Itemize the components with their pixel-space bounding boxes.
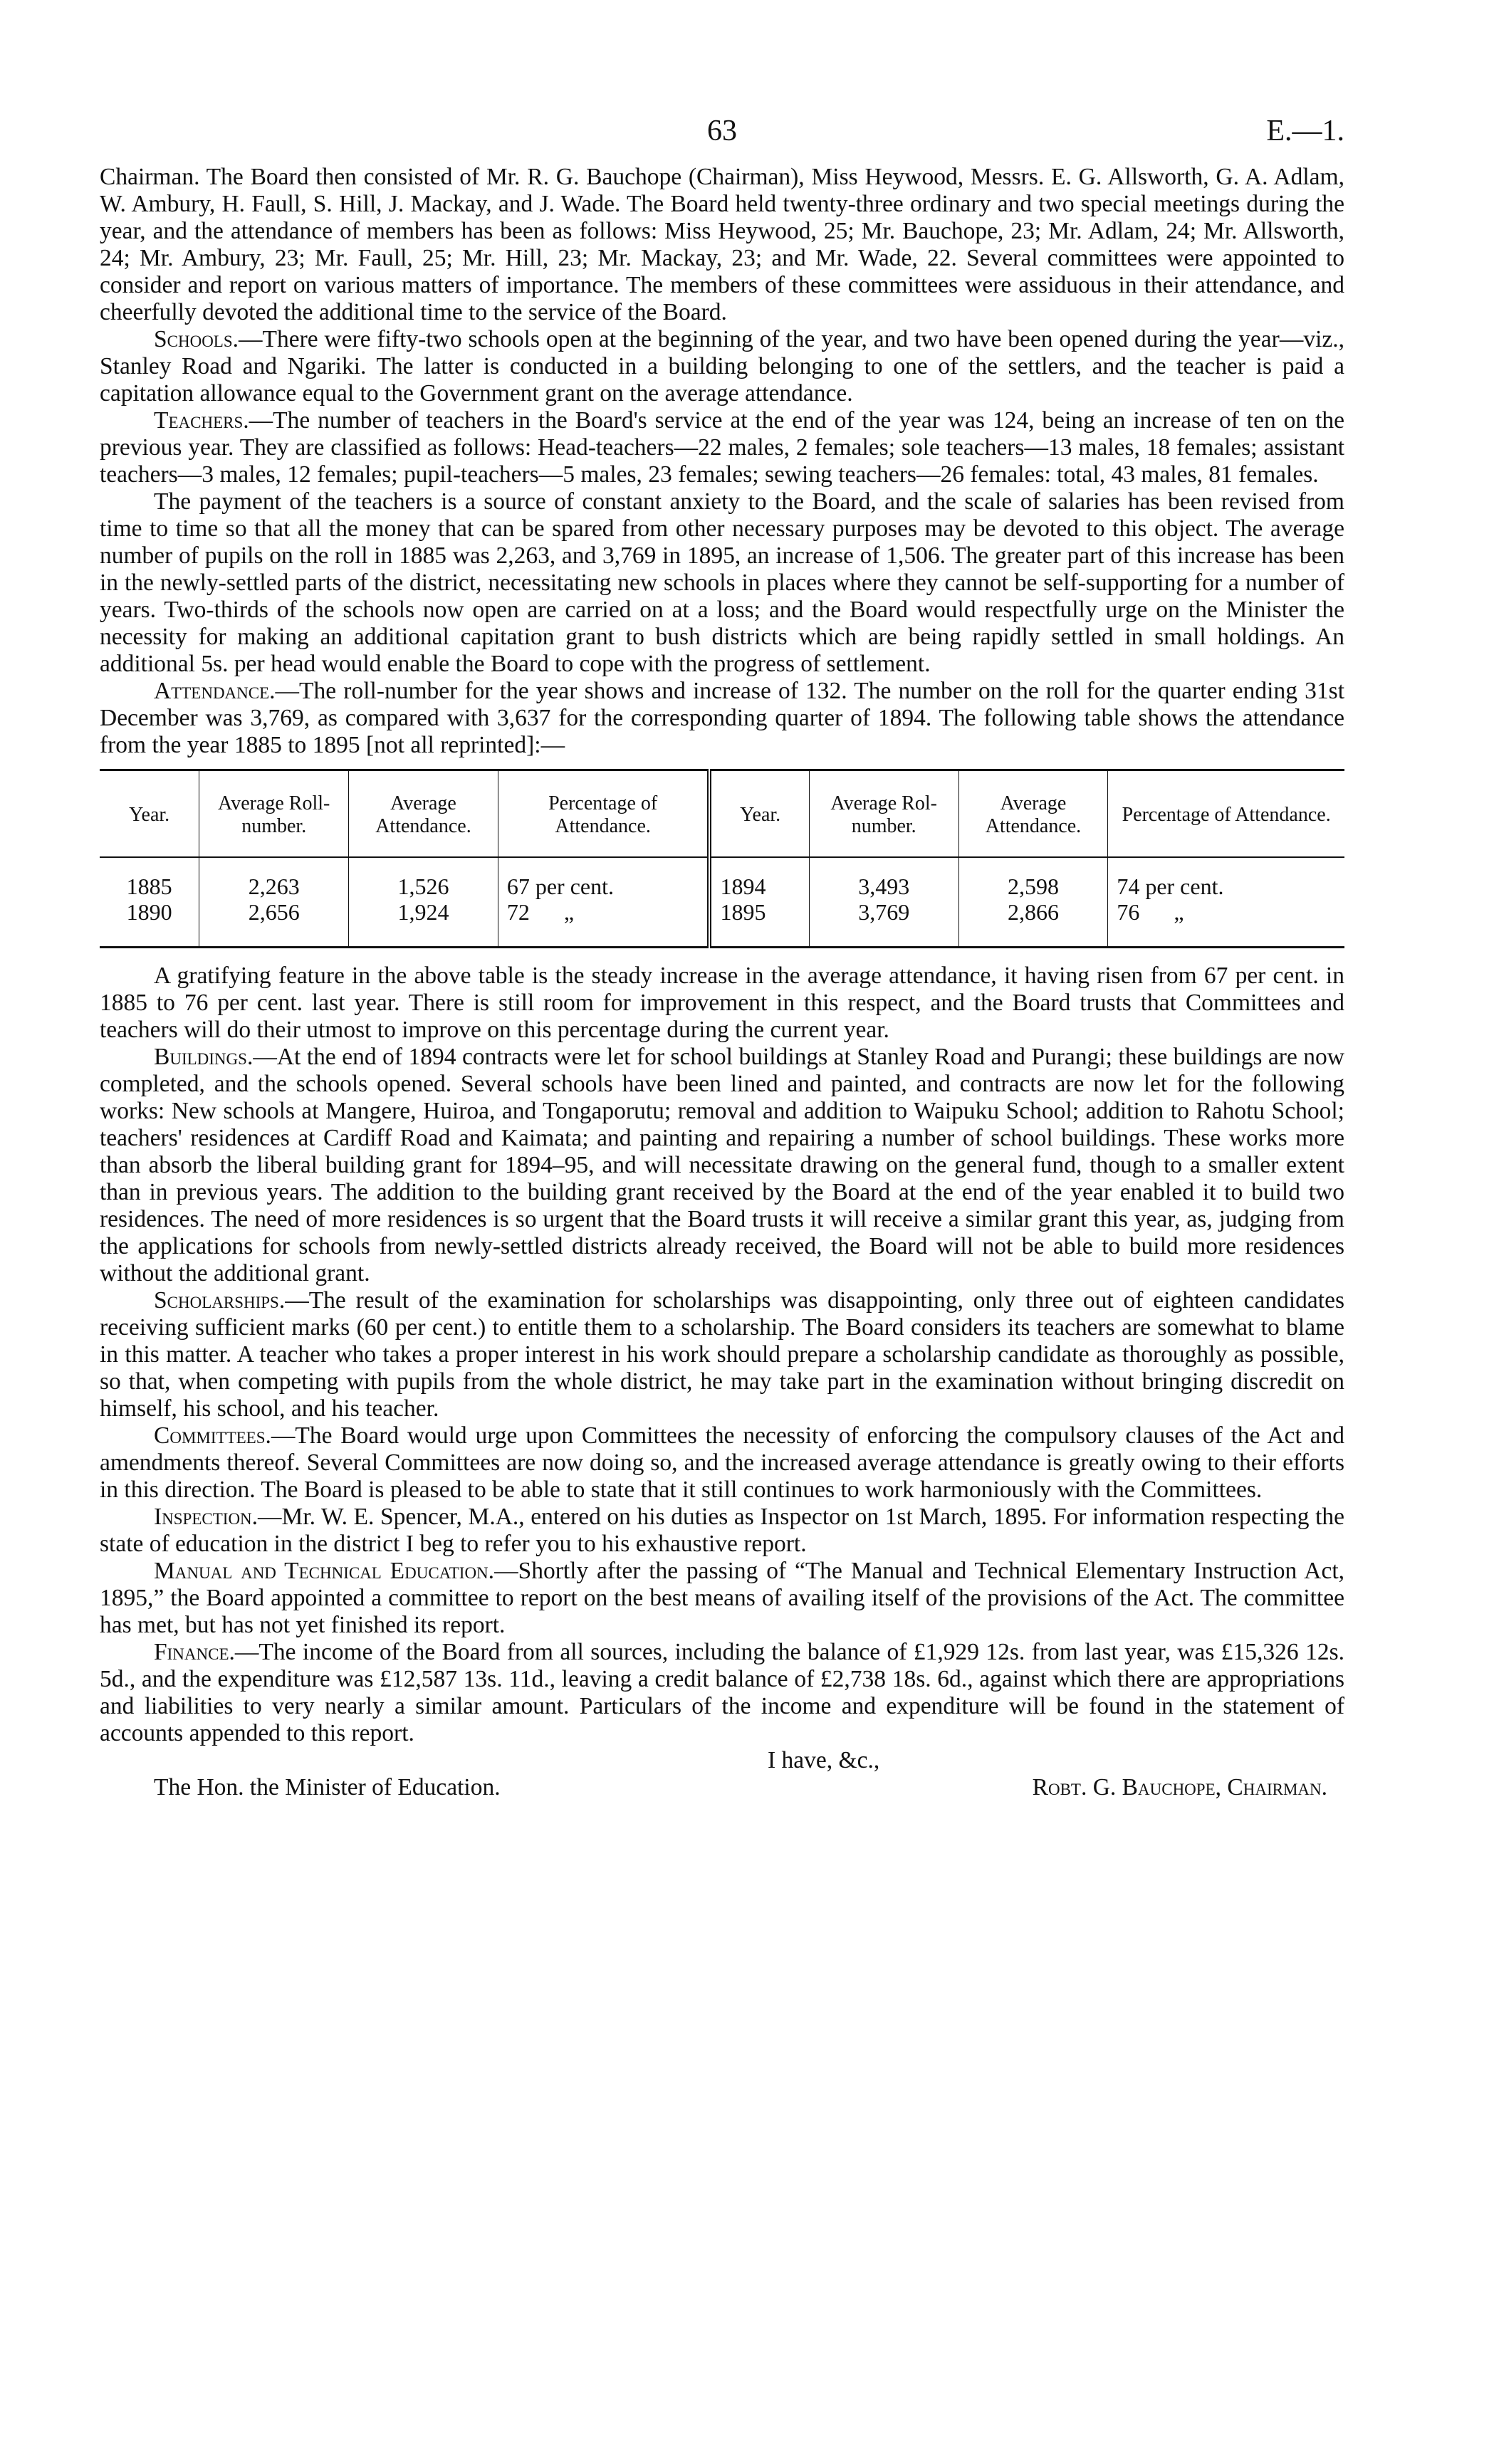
inspection-text: —Mr. W. E. Spencer, M.A., entered on his duties as Inspector on 1st March, 1895. For information respecting the state of education in the district I beg to refer you to his exhaustive report. — [100, 1504, 1344, 1557]
percentage-cell-2 — [1108, 857, 1344, 948]
year-cell-2 — [709, 857, 809, 948]
year-cell — [100, 857, 199, 948]
year-value-2: 1895 — [720, 899, 766, 925]
schools-heading: Schools. — [154, 326, 239, 352]
scholarships-paragraph — [100, 1287, 1344, 1422]
teachers-paragraph — [100, 407, 1344, 488]
percentage-cell — [498, 857, 709, 948]
addressee: The Hon. the Minister of Education. — [154, 1774, 501, 1800]
buildings-text: —At the end of 1894 contracts were let for school buildings at Stanley Road and Purangi; these buildings are now completed, and the schools opened. Several schools have been lined and painted, and contracts are now let for the following works: New schools at Mangere, Huiroa, and Tongaporutu; removal and addition to Waipuku School; addition to Rahotu School; teachers' residences at Cardiff Road and Kaimata; and painting and repairing a number of school buildings. These works more than absorb the liberal building grant for 1894–95, and will necessitate drawing on the general fund, though to a smaller extent than in previous years. The addition to the building grant received by the Board at the end of the year enabled it to build two residences. The need of more residences is so urgent that the Board trusts it will receive a similar grant this year, as, judging from the applications for schools from newly-settled districts already received, the Board will not be able to build more residences without the additional grant. — [100, 1044, 1344, 1286]
percentage-value-2: 76 „ — [1117, 899, 1184, 925]
avg-roll-value: 2,263 — [248, 874, 300, 899]
percentage-value: 67 per cent. — [506, 874, 614, 899]
col-avg-attendance: Average Attendance. — [349, 770, 498, 858]
avg-attendance-value: 1,924 — [397, 899, 449, 925]
document-reference: E.—1. — [1266, 115, 1344, 147]
attendance-table — [100, 769, 1344, 948]
page-number: 63 — [707, 115, 737, 147]
board-members-paragraph: Chairman. The Board then consisted of Mr. R. G. Bauchope (Chairman), Miss Heywood, Messrs. E. G. Allsworth, G. A. Adlam, W. Ambury, H. Faull, S. Hill, J. Mackay, and J. Wade. The Board held twenty-three ordinary and two special meetings during the year, and the attendance of members has been as follows: Miss Heywood, 25; Mr. Bauchope, 23; Mr. Adlam, 24; Mr. Allsworth, 24; Mr. Ambury, 23; Mr. Faull, 25; Mr. Hill, 23; Mr. Mackay, 23; and Mr. Wade, 22. Several committees were appointed to consider and report on various matters of importance. The members of these committees were assiduous in their attendance, and cheerfully devoted the additional time to the service of the Board. — [100, 164, 1344, 325]
scholarships-heading: Scholarships. — [154, 1287, 286, 1314]
col-avg-attendance-2: Average Attendance. — [958, 770, 1108, 858]
finance-paragraph — [100, 1639, 1344, 1747]
avg-roll-cell-2 — [809, 857, 958, 948]
payment-paragraph: The payment of the teachers is a source of constant anxiety to the Board, and the scale of salaries has been revised from time to time so that all the money that can be spared from other necessary purposes may be devoted to this object. The average number of pupils on the roll in 1885 was 2,263, and 3,769 in 1895, an increase of 1,506. The greater part of this increase has been in the newly-settled parts of the district, necessitating new schools in places where they cannot be self-supporting for a number of years. Two-thirds of the schools now open are carried on at a loss; and the Board would respectfully urge on the Minister the necessity for making an additional capitation grant to bush districts which are being rapidly settled in small holdings. An additional 5s. per head would enable the Board to cope with the progress of settlement. — [100, 488, 1344, 677]
avg-attendance-value-2: 2,866 — [1007, 899, 1059, 925]
avg-roll-value-2: 3,769 — [858, 899, 910, 925]
avg-attendance-cell — [349, 857, 498, 948]
report-body — [100, 164, 1344, 759]
col-avg-roll-2: Average Rol-number. — [809, 770, 958, 858]
document-page — [100, 114, 1344, 1804]
finance-heading: Finance. — [154, 1639, 235, 1665]
attendance-paragraph — [100, 678, 1344, 759]
manual-technical-text: —Shortly after the passing of “The Manual and Technical Elementary Instruction Act, 1895,” the Board appointed a committee to report on the best means of availing itself of the provisions of the Act. The committee has met, but has not yet finished its report. — [100, 1558, 1344, 1638]
avg-attendance-value: 1,526 — [397, 874, 449, 899]
avg-attendance-cell-2 — [958, 857, 1108, 948]
gratifying-paragraph: A gratifying feature in the above table is the steady increase in the average attendance, it having risen from 67 per cent. in 1885 to 76 per cent. last year. There is still room for improvement in this respect, and the Board trusts that Committees and teachers will do their utmost to improve on this percentage during the current year. — [100, 963, 1344, 1043]
schools-text: —There were fifty-two schools open at the beginning of the year, and two have been opened during the year—viz., Stanley Road and Ngariki. The latter is conducted in a building belonging to one of the settlers, and the teacher is paid a capitation allowance equal to the Government grant on the average attendance. — [100, 326, 1344, 407]
year-value: 1885 — [126, 874, 172, 899]
avg-roll-cell — [199, 857, 349, 948]
inspection-heading: Inspection. — [154, 1504, 258, 1530]
teachers-heading: Teachers. — [154, 407, 249, 434]
committees-text: —The Board would urge upon Committees the necessity of enforcing the compulsory clauses of the Act and amendments thereof. Several Committees are now doing so, and the increased average attendance is greatly owing to their efforts in this direction. The Board is pleased to be able to state that it still continues to work harmoniously with the Committees. — [100, 1422, 1344, 1503]
finance-text: —The income of the Board from all sources, including the balance of £1,929 12s. from last year, was £15,326 12s. 5d., and the expenditure was £12,587 13s. 11d., leaving a credit balance of £2,738 18s. 6d., against which there are appropriations and liabilities to very nearly a similar amount. Particulars of the income and expenditure will be found in the statement of accounts appended to this report. — [100, 1639, 1344, 1746]
manual-technical-heading: Manual and Technical Education. — [154, 1558, 495, 1584]
avg-roll-value-2: 3,493 — [858, 874, 910, 899]
teachers-text: —The number of teachers in the Board's service at the end of the year was 124, being an increase of ten on the previous year. They are classified as follows: Head-teachers—22 males, 2 females; sole teachers—13 males, 18 females; assistant teachers—3 males, 12 females; pupil-teachers—5 males, 23 females; sewing teachers—26 females: total, 43 males, 81 females. — [100, 407, 1344, 488]
col-avg-roll: Average Roll-number. — [199, 770, 349, 858]
percentage-value-2: 74 per cent. — [1117, 874, 1224, 899]
inspection-paragraph — [100, 1504, 1344, 1558]
page-header — [100, 114, 1344, 164]
col-percentage: Percentage of Attendance. — [498, 770, 709, 858]
col-year-2: Year. — [709, 770, 809, 858]
committees-heading: Committees. — [154, 1422, 271, 1449]
manual-technical-paragraph — [100, 1558, 1344, 1639]
col-percentage-2: Percentage of Attendance. — [1108, 770, 1344, 858]
table-row — [100, 857, 1344, 948]
avg-attendance-value-2: 2,598 — [1007, 874, 1059, 899]
col-year: Year. — [100, 770, 199, 858]
avg-roll-value: 2,656 — [248, 899, 300, 925]
percentage-value: 72 „ — [506, 899, 575, 925]
report-body-continued — [100, 963, 1344, 1747]
signature: Robt. G. Bauchope, Chairman. — [1032, 1774, 1327, 1800]
attendance-heading: Attendance. — [154, 678, 276, 704]
closing-acknowledgement: I have, &c., — [768, 1747, 880, 1773]
signoff-block — [100, 1747, 1344, 1804]
committees-paragraph — [100, 1422, 1344, 1504]
scholarships-text: —The result of the examination for scholarships was disappointing, only three out of eighteen candidates receiving sufficient marks (60 per cent.) to entitle them to a scholarship. The Board considers its teachers are somewhat to blame in this matter. A teacher who takes a proper interest in his work should prepare a scholarship candidate as thoroughly as possible, so that, when competing with pupils from the whole district, he may take part in the examination without bringing discredit on himself, his school, and his teacher. — [100, 1287, 1344, 1422]
buildings-paragraph — [100, 1044, 1344, 1287]
schools-paragraph — [100, 326, 1344, 407]
year-value-2: 1894 — [720, 874, 766, 899]
year-value: 1890 — [126, 899, 172, 925]
table-header-row — [100, 770, 1344, 858]
buildings-heading: Buildings. — [154, 1044, 254, 1070]
attendance-text: —The roll-number for the year shows and increase of 132. The number on the roll for the quarter ending 31st December was 3,769, as compared with 3,637 for the corresponding quarter of 1894. The following table shows the attendance from the year 1885 to 1895 [not all reprinted]:— — [100, 678, 1344, 758]
